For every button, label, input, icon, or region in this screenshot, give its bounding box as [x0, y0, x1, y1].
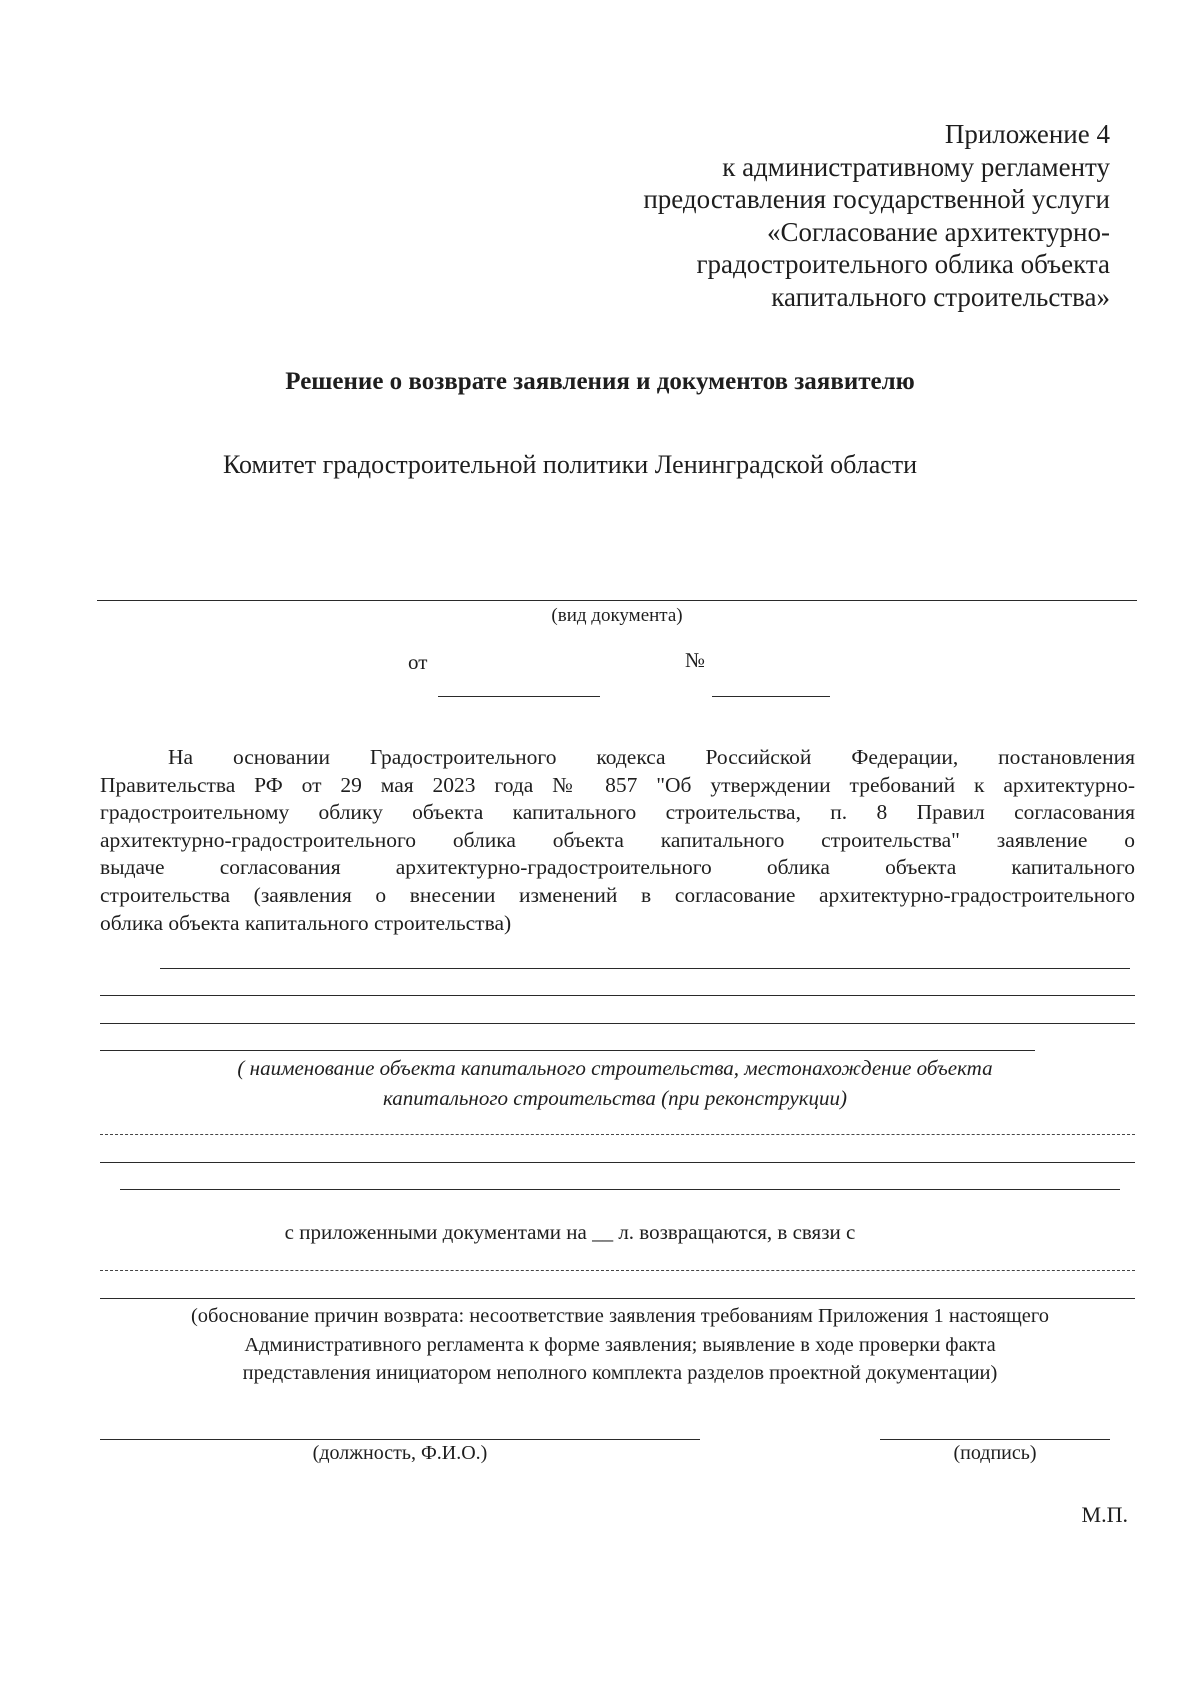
object-caption-line: капитального строительства (при реконструкции)	[382, 1086, 848, 1110]
paragraph-line: градостроительному облику объекта капитального строительства, п. 8 Правил согласования	[100, 800, 1135, 825]
document-title: Решение о возврате заявления и документов заявителю	[285, 368, 915, 395]
number-label: №	[685, 648, 706, 672]
object-line	[160, 968, 1130, 969]
returns-statement: с приложенными документами на __ л. возвращаются, в связи с	[284, 1220, 856, 1244]
object-line	[100, 1162, 1135, 1163]
object-line	[120, 1189, 1120, 1190]
signature-caption: (подпись)	[953, 1442, 1037, 1464]
doc-type-line	[97, 600, 1137, 601]
header-line: «Согласование архитектурно-	[766, 216, 1110, 247]
object-caption	[100, 1053, 1130, 1113]
stamp-place: М.П.	[1081, 1502, 1128, 1527]
object-line	[100, 995, 1135, 996]
paragraph-line: строительства (заявления о внесении изменений в согласование архитектурно-градостроительного	[100, 882, 1135, 907]
committee-name: Комитет градостроительной политики Ленинградской области	[222, 450, 918, 479]
reason-line	[100, 1270, 1135, 1271]
basis-paragraph	[100, 744, 1135, 937]
reason-caption	[100, 1302, 1140, 1388]
header-line: Приложение 4	[944, 119, 1110, 149]
reason-caption-line: представления инициатором неполного комплекта разделов проектной документации)	[242, 1362, 998, 1384]
position-line	[100, 1439, 700, 1440]
object-line	[100, 1023, 1135, 1024]
reason-caption-line: Административного регламента к форме заявления; выявление в ходе проверки факта	[244, 1333, 996, 1356]
paragraph-line: облика объекта капитального строительства)	[100, 910, 512, 935]
paragraph-line: На основании Градостроительного кодекса Российской Федерации, постановления	[168, 745, 1135, 769]
header-line: предоставления государственной услуги	[643, 184, 1110, 214]
paragraph-line: архитектурно-градостроительного облика объекта капитального строительства" заявление о	[100, 827, 1135, 852]
header-line: капитального строительства»	[771, 281, 1110, 312]
number-line	[712, 696, 830, 697]
position-caption: (должность, Ф.И.О.)	[312, 1442, 488, 1464]
object-line	[100, 1134, 1135, 1135]
date-line	[438, 696, 600, 697]
header-line: градостроительного облика объекта	[696, 249, 1110, 279]
paragraph-line: Правительства РФ от 29 мая 2023 года № 857 "Об утверждении требований к архитектурно-	[100, 772, 1135, 797]
object-caption-line: ( наименование объекта капитального строительства, местонахождение объекта	[237, 1056, 993, 1080]
signature-line	[880, 1439, 1110, 1440]
object-line	[100, 1050, 1035, 1051]
paragraph-line: выдаче согласования архитектурно-градостроительного облика объекта капитального	[100, 855, 1135, 880]
header-line: к административному регламенту	[722, 151, 1110, 182]
reason-caption-line: (обоснование причин возврата: несоответствие заявления требованиям Приложения 1 настоящего	[190, 1305, 1050, 1327]
appendix-header	[643, 118, 1110, 313]
date-label: от	[408, 650, 428, 674]
reason-line	[100, 1298, 1135, 1299]
doc-type-caption: (вид документа)	[551, 605, 683, 626]
